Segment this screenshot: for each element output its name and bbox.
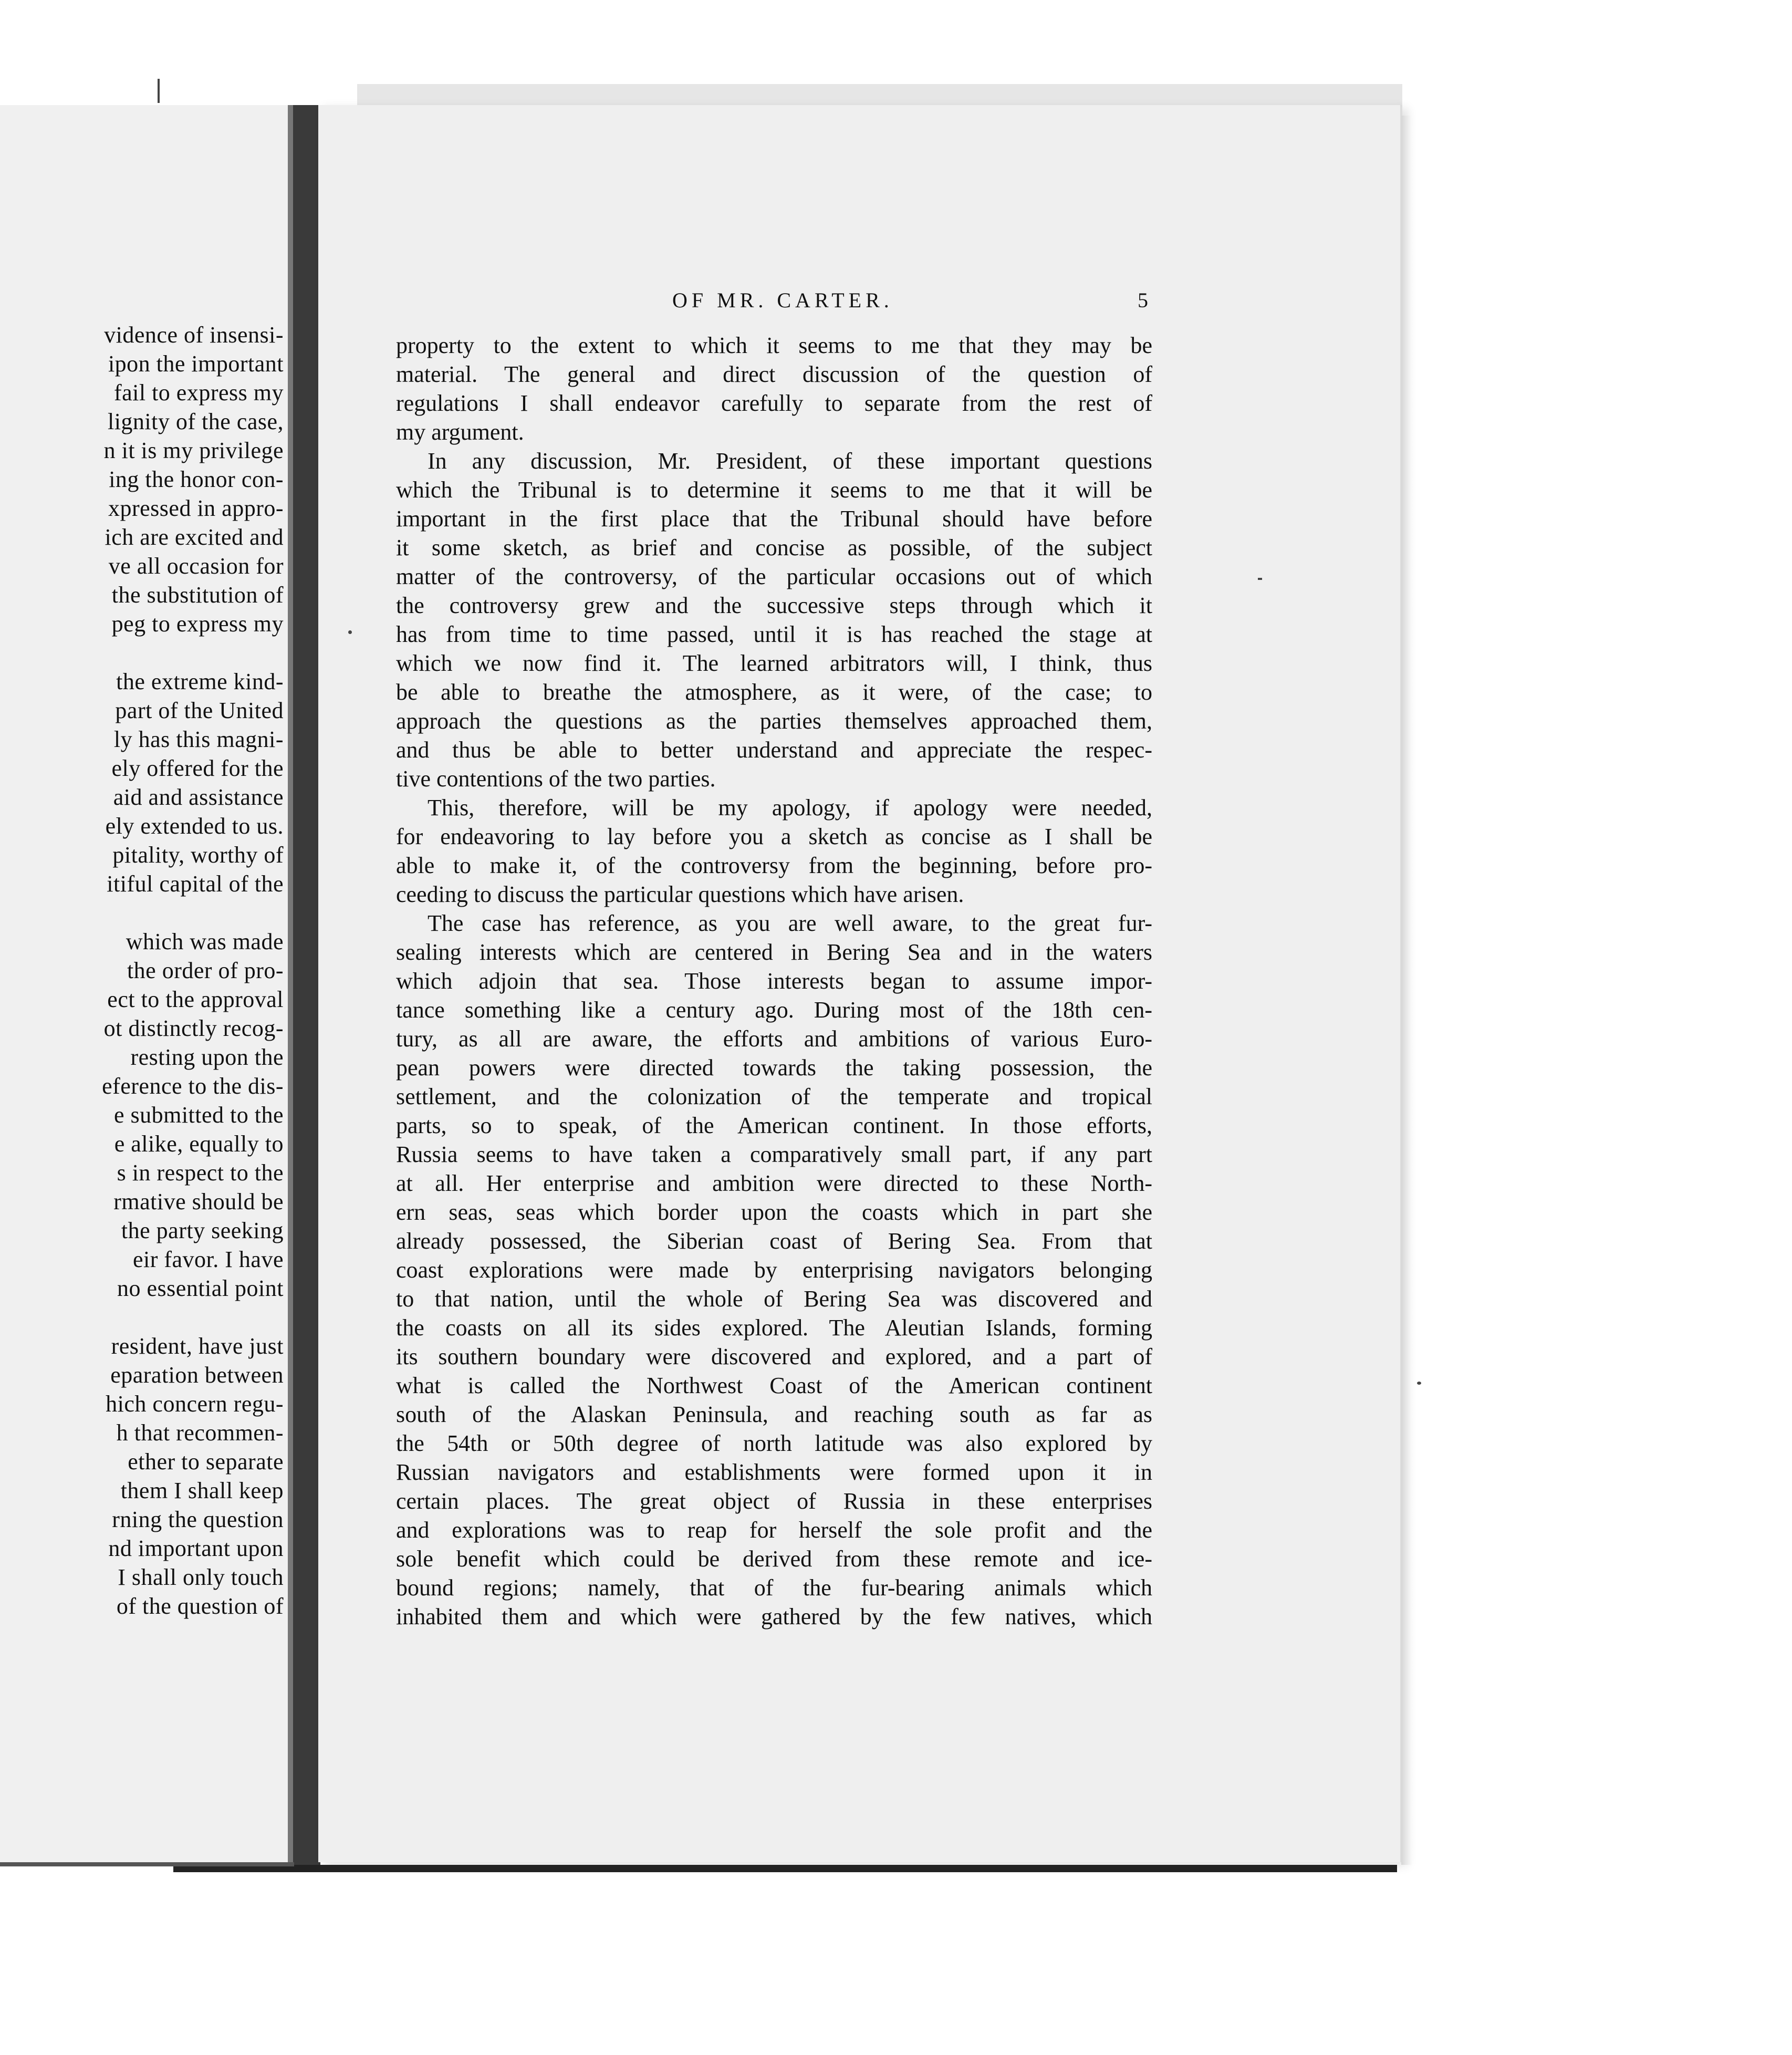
left-page-text-line: s in respect to the [117,1160,284,1186]
scan-mark [158,79,160,103]
text-line: This, therefore, will be my apology, if apology were needed, [428,795,1152,821]
text-line: certain places. The great object of Russia in these enterprises [396,1488,1152,1514]
text-line: Russia seems to have taken a comparatively small part, if any part [396,1141,1152,1167]
text-line: to that nation, until the whole of Bering Sea was discovered and [396,1286,1152,1312]
text-line: material. The general and direct discussion of the question of [396,361,1152,387]
left-page-text-line: them I shall keep [120,1478,284,1503]
text-line: it some sketch, as brief and concise as possible, of the subject [396,535,1152,561]
left-page-text-line: ing the honor con- [109,466,284,492]
text-line: ceeding to discuss the particular questions which have arisen. [396,881,964,907]
left-page-text-line: xpressed in appro- [108,495,284,521]
text-line: ern seas, seas which border upon the coasts which in part she [396,1199,1152,1225]
book-gutter [293,105,320,1865]
left-page-text-line: e alike, equally to [114,1131,284,1157]
text-line: settlement, and the colonization of the temperate and tropical [396,1084,1152,1109]
text-line: tance something like a century ago. During most of the 18th cen- [396,997,1152,1023]
text-line: approach the questions as the parties themselves approached them, [396,708,1152,734]
text-line: the coasts on all its sides explored. The Aleutian Islands, forming [396,1315,1152,1341]
book-bottom-edge-left [0,1862,294,1866]
text-line: south of the Alaskan Peninsula, and reaching south as far as [396,1402,1152,1427]
text-line: which adjoin that sea. Those interests began to assume impor- [396,968,1152,994]
left-page-text-line: rmative should be [113,1189,284,1215]
text-line: which the Tribunal is to determine it seems to me that it will be [396,477,1152,503]
text-line: has from time to time passed, until it is has reached the stage at [396,621,1152,647]
text-line: tive contentions of the two parties. [396,766,716,792]
left-page-text-line: peg to express my [111,611,284,637]
left-page-text-line: pitality, worthy of [112,842,284,868]
text-line: important in the first place that the Tribunal should have before [396,506,1152,532]
left-page-text-line: the order of pro- [127,958,284,983]
left-page-text-line: eparation between [110,1362,284,1388]
left-page-text-line: lignity of the case, [107,409,284,434]
running-head: OF MR. CARTER. [672,288,893,312]
text-line: which we now find it. The learned arbitrators will, I think, thus [396,650,1152,676]
text-line: for endeavoring to lay before you a sketch as concise as I shall be [396,824,1152,849]
left-page-text-line: ether to separate [128,1449,284,1475]
text-line: coast explorations were made by enterprising navigators belonging [396,1257,1152,1283]
page-deckle-edge [1401,116,1412,1865]
left-page-text-line: ect to the approval [107,987,284,1012]
text-line: bound regions; namely, that of the fur-bearing animals which [396,1575,1152,1601]
left-page-text-line: hich concern regu- [106,1391,284,1417]
left-page-text-line: h that recommen- [116,1420,284,1446]
text-line: parts, so to speak, of the American continent. In those efforts, [396,1113,1152,1138]
text-line: tury, as all are aware, the efforts and ambitions of various Euro- [396,1026,1152,1052]
book-bottom-edge [173,1865,1397,1872]
left-page-text-line: ely extended to us. [105,813,284,839]
left-page-text-line: part of the United [115,698,284,723]
left-page-text-line: fail to express my [113,380,284,406]
text-line: my argument. [396,419,524,445]
text-line: the 54th or 50th degree of north latitude was also explored by [396,1430,1152,1456]
left-page-text-line: I shall only touch [118,1564,284,1590]
scan-mark [348,630,352,634]
left-page-text-line: itiful capital of the [107,871,284,897]
text-line: already possessed, the Siberian coast of Bering Sea. From that [396,1228,1152,1254]
left-page-text-line: ve all occasion for [108,553,284,579]
page-top-edge [357,84,1402,107]
left-page-text-line: no essential point [117,1275,284,1301]
text-line: regulations I shall endeavor carefully to separate from the rest of [396,390,1152,416]
text-line: inhabited them and which were gathered by the few natives, which [396,1604,1152,1630]
text-line: The case has reference, as you are well aware, to the great fur- [428,910,1152,936]
left-page-text-line: rning the question [112,1507,284,1532]
text-line: pean powers were directed towards the taking possession, the [396,1055,1152,1081]
left-page-text-line: e submitted to the [113,1102,284,1128]
left-page-text-line: the substitution of [111,582,284,608]
text-line: the controversy grew and the successive steps through which it [396,593,1152,618]
left-page-text-line: n it is my privilege [103,438,284,463]
scan-mark [1258,578,1262,580]
text-line: what is called the Northwest Coast of the American continent [396,1373,1152,1398]
left-page-text-line: aid and assistance [113,784,284,810]
left-page-text-line: which was made [126,929,284,954]
text-line: matter of the controversy, of the particular occasions out of which [396,564,1152,589]
text-line: able to make it, of the controversy from the beginning, before pro- [396,853,1152,878]
left-page-text-line: ely offered for the [111,755,284,781]
page-number: 5 [1138,288,1148,312]
left-page-text-line: resident, have just [111,1333,284,1359]
text-line: be able to breathe the atmosphere, as it were, of the case; to [396,679,1152,705]
scan-mark [1417,1382,1421,1385]
text-line: In any discussion, Mr. President, of these important questions [428,448,1152,474]
text-line: and explorations was to reap for herself the sole profit and the [396,1517,1152,1543]
left-page-text-line: the party seeking [121,1218,284,1243]
text-line: Russian navigators and establishments were formed upon it in [396,1459,1152,1485]
left-page-text-line: ot distinctly recog- [103,1015,284,1041]
body-text [396,331,1152,1631]
left-page [0,105,294,1865]
left-page-text-line: ipon the important [108,351,284,377]
text-line: sealing interests which are centered in Bering Sea and in the waters [396,939,1152,965]
left-page-text-line: the extreme kind- [116,669,284,694]
text-line: and thus be able to better understand and appreciate the respec- [396,737,1152,763]
left-page-text-line: eference to the dis- [102,1073,284,1099]
left-page-text-line: eir favor. I have [132,1247,284,1272]
text-line: property to the extent to which it seems to me that they may be [396,333,1152,358]
text-line: sole benefit which could be derived from these remote and ice- [396,1546,1152,1572]
left-page-text-line: of the question of [116,1593,284,1619]
text-line: its southern boundary were discovered and explored, and a part of [396,1344,1152,1369]
text-line: at all. Her enterprise and ambition were directed to these North- [396,1170,1152,1196]
left-page-text-line: ly has this magni- [113,726,284,752]
left-page-text-line: vidence of insensi- [104,322,284,348]
left-page-text-line: resting upon the [130,1044,284,1070]
left-page-text-line: ich are excited and [105,524,284,550]
left-page-text-line: nd important upon [108,1535,284,1561]
